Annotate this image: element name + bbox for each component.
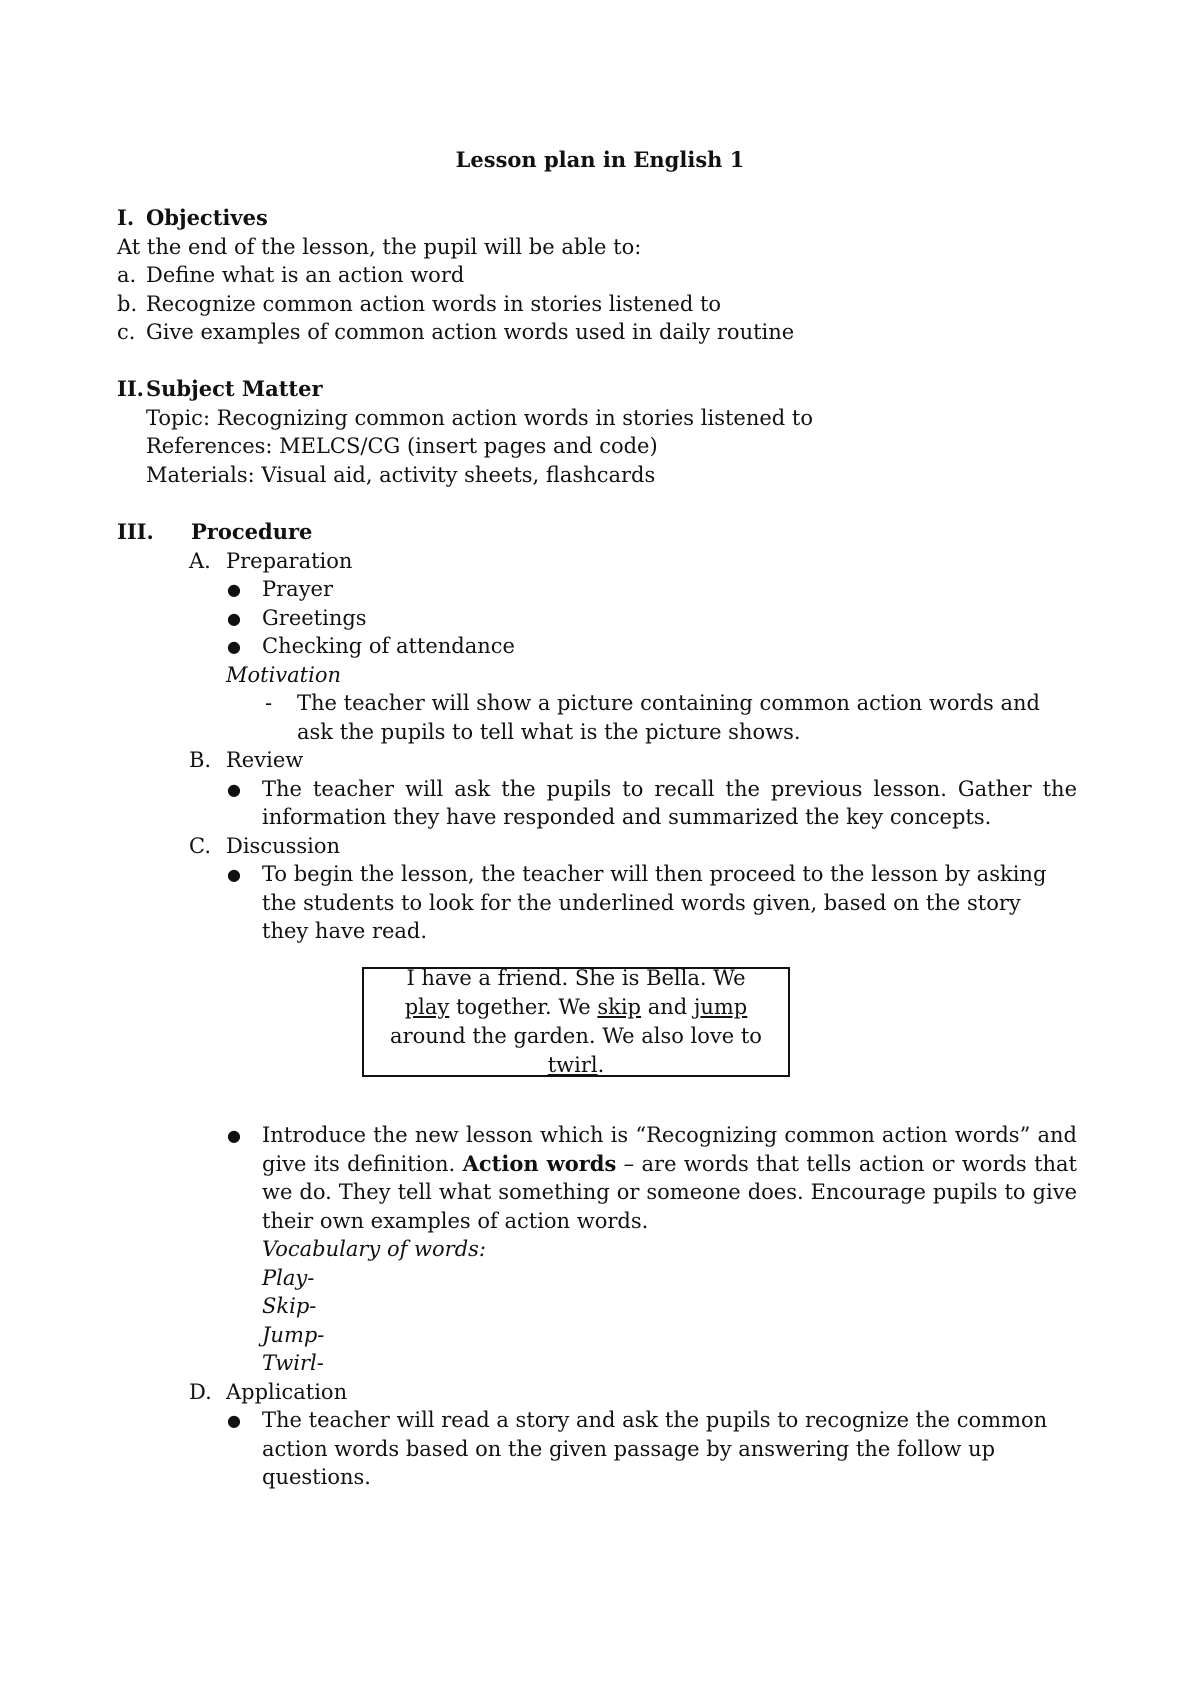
vocab-item: Skip- — [262, 1294, 317, 1318]
subject-topic: Topic: Recognizing common action words in stories listened to — [146, 405, 813, 430]
bullet-icon: ● — [227, 779, 241, 799]
list-item — [117, 775, 1077, 832]
bullet-icon: ● — [227, 1411, 241, 1430]
objective-item — [117, 290, 1077, 319]
application-heading: Application — [226, 1379, 348, 1404]
motivation-label: Motivation — [226, 662, 342, 687]
preparation-label: A. — [189, 548, 211, 573]
discussion-heading: Discussion — [226, 833, 341, 858]
bullet-icon: ● — [227, 580, 241, 599]
list-item-text: Prayer — [262, 577, 334, 601]
bullet-icon: ● — [227, 865, 241, 884]
objectives-section — [117, 204, 1077, 347]
vocab-item: Twirl- — [262, 1351, 324, 1375]
motivation-text: The teacher will show a picture containing common action words and ask the pupils to tell what is the picture shows. — [297, 691, 1040, 744]
subject-materials: Materials: Visual aid, activity sheets, flashcards — [146, 462, 656, 487]
underlined-word: jump — [693, 995, 748, 1019]
objectives-heading: Objectives — [146, 205, 268, 230]
underlined-word: skip — [597, 995, 642, 1019]
underlined-word: play — [404, 995, 450, 1019]
story-text: I have a friend. She is Bella. We play together. We skip and jump around the garden. We also love to twirl. — [390, 966, 762, 1077]
vocab-item: Jump- — [262, 1322, 325, 1347]
list-item — [117, 1121, 1077, 1235]
list-item — [117, 1406, 1077, 1492]
list-item — [117, 632, 1077, 661]
objective-item-text: Give examples of common action words used in daily routine — [146, 320, 795, 344]
vocabulary-label: Vocabulary of words: — [262, 1237, 486, 1261]
subject-matter-number: II. — [117, 376, 144, 401]
review-label: B. — [189, 748, 212, 772]
dash-icon: - — [265, 691, 273, 715]
review-heading: Review — [226, 748, 304, 772]
list-item — [117, 860, 1077, 946]
discussion-label: C. — [189, 833, 211, 858]
procedure-number: III. — [117, 519, 154, 544]
page-title: Lesson plan in English 1 — [455, 147, 745, 172]
objective-item-text: Define what is an action word — [146, 263, 465, 287]
list-item-text: Greetings — [262, 605, 367, 630]
bullet-icon: ● — [227, 1126, 241, 1145]
procedure-heading: Procedure — [191, 519, 313, 544]
application-text: The teacher will read a story and ask the pupils to recognize the common action words based on the given passage by answering the follow up questions. — [262, 1408, 1048, 1489]
procedure-section — [117, 518, 1077, 946]
vocab-item: Play- — [262, 1265, 315, 1290]
objective-item — [117, 261, 1077, 290]
motivation-item — [117, 689, 1077, 746]
list-item — [117, 575, 1077, 604]
subject-references: References: MELCS/CG (insert pages and code) — [146, 434, 658, 458]
subject-matter-section — [117, 375, 1077, 489]
discussion-continued — [117, 1121, 1077, 1492]
bullet-icon: ● — [227, 608, 241, 628]
subject-matter-heading: Subject Matter — [146, 376, 323, 401]
underlined-word: twirl — [547, 1053, 598, 1077]
action-words-term: Action words — [462, 1150, 617, 1176]
objectives-number: I. — [117, 205, 135, 230]
story-box — [362, 967, 790, 1077]
objective-item-label: b. — [117, 291, 138, 316]
application-label: D. — [189, 1379, 212, 1404]
objectives-intro: At the end of the lesson, the pupil will be able to: — [117, 234, 642, 259]
discussion-text: To begin the lesson, the teacher will then proceed to the lesson by asking the students to look for the underlined words given, based on the story they have read. — [262, 862, 1047, 943]
objective-item-text: Recognize common action words in stories listened to — [146, 291, 722, 316]
list-item — [117, 604, 1077, 633]
objective-item — [117, 318, 1077, 347]
introduce-text: Introduce the new lesson which is “Recognizing common action words” and give its definition. Action words – are words that tells action or words that we do. They tell what something or someone does. Encourage pupils to give their own examples of action words. — [262, 1123, 1077, 1233]
objective-item-label: c. — [117, 320, 136, 344]
review-text: The teacher will ask the pupils to recall the previous lesson. Gather the information they have responded and summarized the key concepts. — [262, 776, 1077, 829]
bullet-icon: ● — [227, 637, 241, 656]
list-item-text: Checking of attendance — [262, 634, 515, 658]
objective-item-label: a. — [117, 263, 137, 287]
preparation-heading: Preparation — [226, 548, 353, 573]
